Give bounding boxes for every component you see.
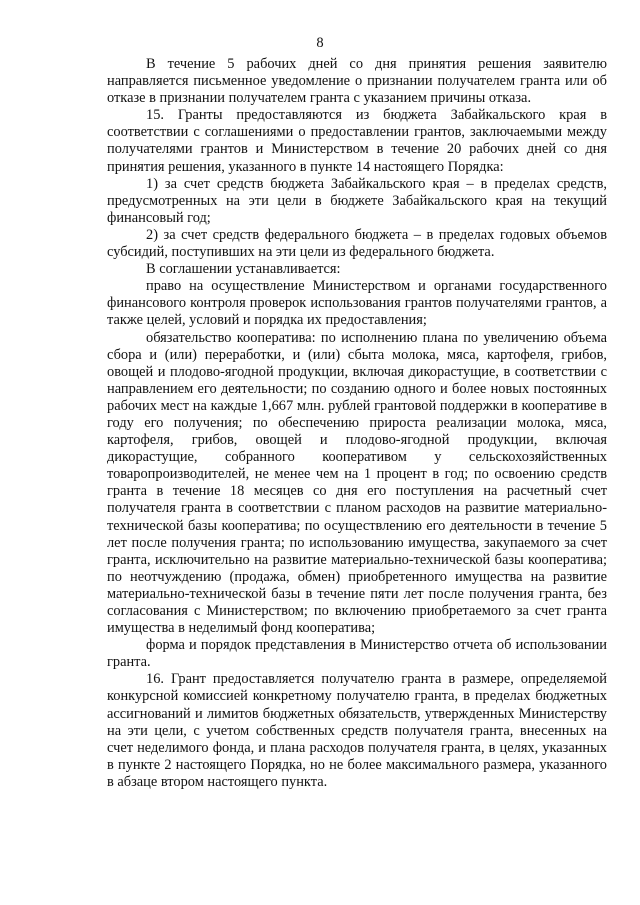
paragraph-subitem-2: 2) за счет средств федерального бюджета – в пределах годовых объемов субсидий, поступивших на эти цели из федерального бюджета. [107, 226, 607, 261]
paragraph-subitem-1: 1) за счет средств бюджета Забайкальского края – в пределах средств, предусмотренных на эти цели в бюджете Забайкальского края на текущий финансовый год; [107, 175, 607, 226]
paragraph-item-15: 15. Гранты предоставляются из бюджета Забайкальского края в соответствии с соглашениями о предоставлении грантов, заключаемыми между получателями грантов и Министерством в течение 20 рабочих дней со дня принятия решения, указанного в пункте 14 настоящего Порядка: [107, 107, 607, 175]
paragraph-control-right: право на осуществление Министерством и органами государственного финансового контроля проверок использования грантов получателями грантов, а также целей, условий и порядка их предоставления; [107, 278, 607, 329]
paragraph-agreement-intro: В соглашении устанавливается: [146, 261, 341, 278]
paragraph-report-form: форма и порядок представления в Министерство отчета об использовании гранта. [107, 637, 607, 671]
paragraph-notification: В течение 5 рабочих дней со дня принятия решения заявителю направляется письменное уведомление о признании получателем гранта или об отказе в признании получателем гранта с указанием причины отказа. [107, 56, 607, 107]
document-body [107, 56, 607, 791]
page-number: 8 [316, 35, 324, 51]
paragraph-cooperative-obligation: обязательство кооператива: по исполнению плана по увеличению объема сбора и (или) переработки, и (или) сбыта молока, мяса, картофеля, грибов, овощей и плодово-ягодной продукции, включая дикорастущие, в соответствии с направлением его деятельности; по созданию одного и более новых постоянных рабочих мест на каждые 1,667 млн. рублей грантовой поддержки в кооперативе в году его получения; по обеспечению прироста реализации молока, мяса, картофеля, грибов, овощей и плодово-ягодной продукции, включая дикорастущие, собранного кооперативом у сельскохозяйственных товаропроизводителей, не менее чем на 1 процент в год; по освоению средств гранта в течение 18 месяцев со дня его поступления на расчетный счет получателя гранта в соответствии с планом расходов на развитие материально-технической базы кооператива; по осуществлению его деятельности в течение 5 лет после получения гранта; по использованию имущества, закупаемого за счет гранта, исключительно на развитие материально-технической базы кооператива; по неотчуждению (продажа, обмен) приобретенного имущества на развитие материально-технической базы в течение пяти лет после получения гранта, без согласования с Министерством; по включению приобретаемого за счет гранта имущества в неделимый фонд кооператива; [107, 329, 607, 637]
paragraph-item-16: 16. Грант предоставляется получателю гранта в размере, определяемой конкурсной комиссией конкретному получателю гранта, в пределах бюджетных ассигнований и лимитов бюджетных обязательств, утвержденных Министерству на эти цели, с учетом собственных средств получателя гранта, внесенных на счет неделимого фонда, и плана расходов получателя гранта, в целях, указанных в пункте 2 настоящего Порядка, но не более максимального размера, указанного в абзаце втором настоящего пункта. [107, 671, 607, 790]
